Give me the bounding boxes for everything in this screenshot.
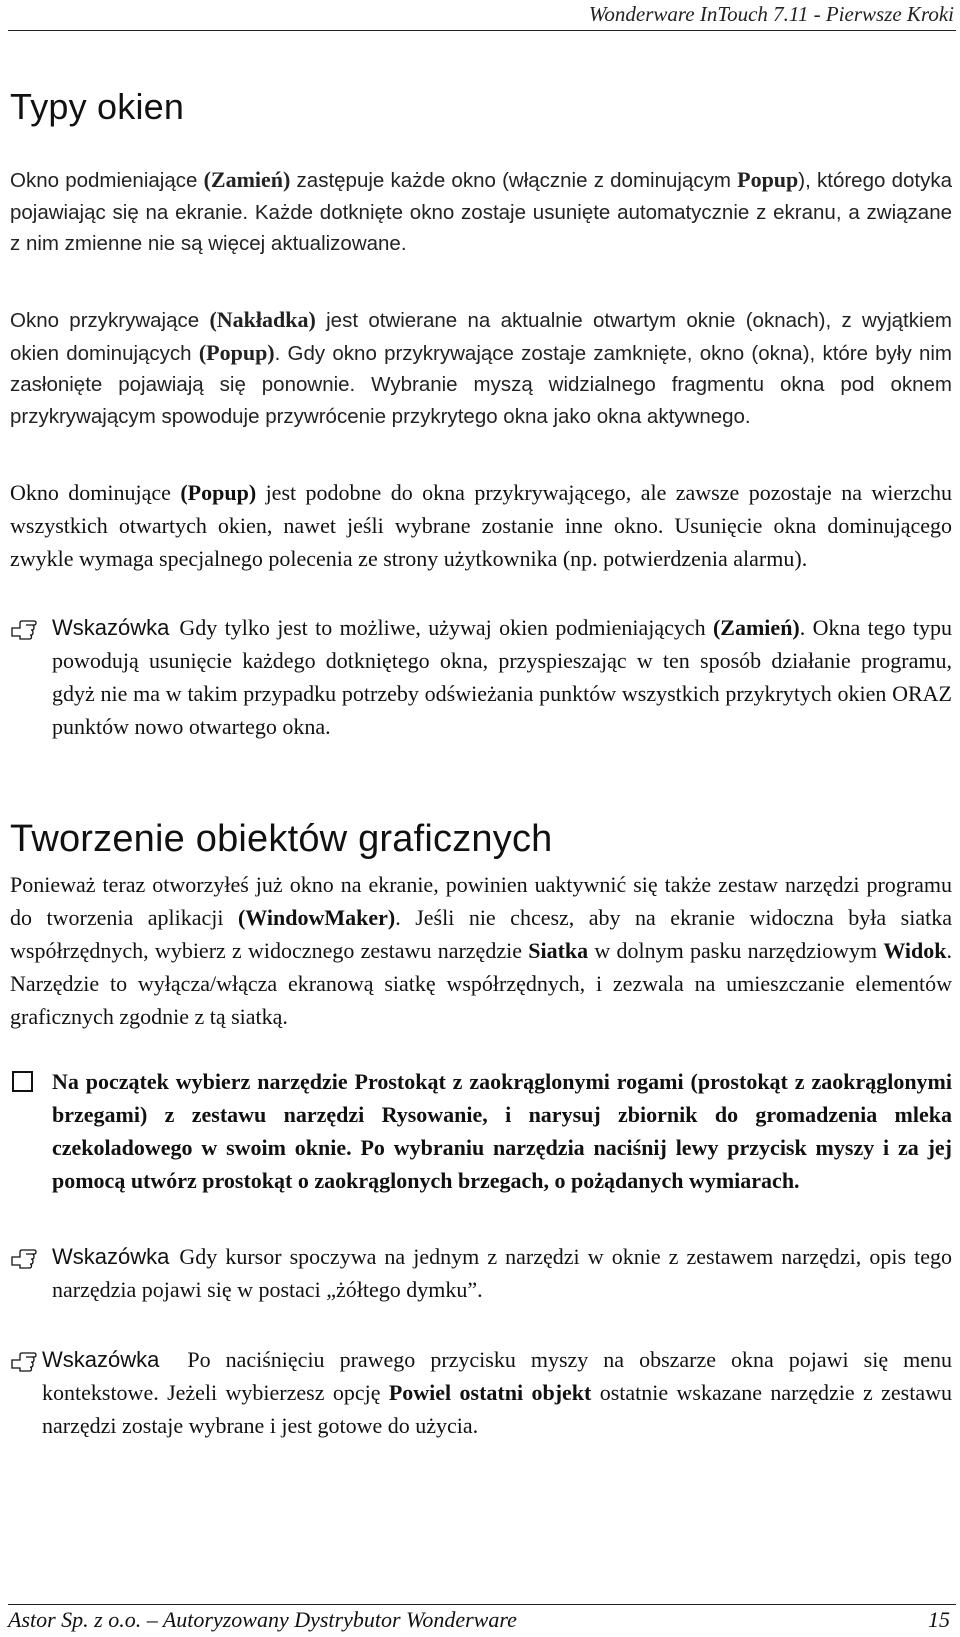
paragraph-popup-window: Okno dominujące (Popup) jest podobne do okna przykrywającego, ale zawsze pozostaje na wierzchu wszystkich otwartych okien, nawet jeśli wybrane zostanie inne okno. Usunięcie okna dominującego zwykle wymaga specjalnego polecenia ze strony użytkownika (np. potwierdzenia alarmu). xyxy=(10,480,952,571)
tip-context-menu xyxy=(10,1343,952,1442)
pointing-hand-icon xyxy=(10,1347,38,1373)
page-footer xyxy=(8,1604,956,1637)
page-header xyxy=(8,0,956,31)
tip-tool-tooltip xyxy=(10,1240,952,1306)
task-text: Na początek wybierz narzędzie Prostokąt z zaokrąglonymi rogami (prostokąt z zaokrąglonymi brzegami) z zestawu narzędzi Rysowanie, i narysuj zbiornik do gromadzenia mleka czekoladowego w swoim oknie. Po wybraniu narzędzia naciśnij lewy przycisk myszy i za jej pomocą utwórz prostokąt o zaokrąglonych brzegach, o pożądanych wymiarach. xyxy=(52,1069,952,1193)
tip-replace-windows xyxy=(10,611,952,743)
tip-body: Wskazówka Gdy kursor spoczywa na jednym z narzędzi w oknie z zestawem narzędzi, opis tego narzędzia pojawi się w postaci „żółtego dymku”. xyxy=(52,1244,952,1302)
tip-label: Wskazówka xyxy=(52,1244,170,1269)
tip-label: Wskazówka xyxy=(52,615,170,640)
paragraph-replace-window: Okno podmieniające (Zamień) zastępuje każde okno (włącznie z dominującym Popup), którego dotyka pojawiając się na ekranie. Każde dotknięte okno zostaje usunięte automatycznie z ekranu, a związane z nim zmienne nie są więcej aktualizowane. xyxy=(10,167,952,255)
tip-label: Wskazówka xyxy=(42,1347,160,1372)
task-draw-rounded-rectangle xyxy=(10,1065,952,1197)
footer-distributor: Astor Sp. z o.o. – Autoryzowany Dystrybutor Wonderware xyxy=(8,1607,517,1632)
section-heading-graphics: Tworzenie obiektów graficznych xyxy=(10,818,553,860)
pointing-hand-icon xyxy=(10,1244,38,1270)
page-number: 15 xyxy=(928,1607,950,1632)
tip-body: Wskazówka Gdy tylko jest to możliwe, używaj okien podmieniających (Zamień). Okna tego typu powodują usunięcie każdego dotkniętego okna, przyspieszając w ten sposób działanie programu, gdyż nie ma w takim przypadku potrzeby odświeżania punktów wszystkich przykrytych okien ORAZ punktów nowo otwartego okna. xyxy=(52,615,952,739)
pointing-hand-icon xyxy=(10,615,38,641)
paragraph-overlay-window: Okno przykrywające (Nakładka) jest otwierane na aktualnie otwartym oknie (oknach), z wyjątkiem okien dominujących (Popup). Gdy okno przykrywające zostaje zamknięte, okno (okna), które były nim zasłonięte pojawiają się ponownie. Wybranie myszą widzialnego fragmentu okna pod oknem przykrywającym spowoduje przywrócenie przykrytego okna jako okna aktywnego. xyxy=(10,307,952,428)
header-title: Wonderware InTouch 7.11 - Pierwsze Kroki xyxy=(588,2,954,26)
section-heading-window-types: Typy okien xyxy=(10,86,185,127)
tip-body: Wskazówka Po naciśnięciu prawego przycisku myszy na obszarze okna pojawi się menu kontekstowe. Jeżeli wybierzesz opcję Powiel ostatni objekt ostatnie wskazane narzędzie z zestawu narzędzi zostaje wybrane i jest gotowe do użycia. xyxy=(42,1347,952,1438)
checkbox-icon xyxy=(12,1071,33,1092)
paragraph-windowmaker: Ponieważ teraz otworzyłeś już okno na ekranie, powinien uaktywnić się także zestaw narzędzi programu do tworzenia aplikacji (WindowMaker). Jeśli nie chcesz, aby na ekranie widoczna była siatka współrzędnych, wybierz z widocznego zestawu narzędzie Siatka w dolnym pasku narzędziowym Widok. Narzędzie to wyłącza/włącza ekranową siatkę współrzędnych, i zezwala na umieszczanie elementów graficznych zgodnie z tą siatką. xyxy=(10,872,953,1029)
